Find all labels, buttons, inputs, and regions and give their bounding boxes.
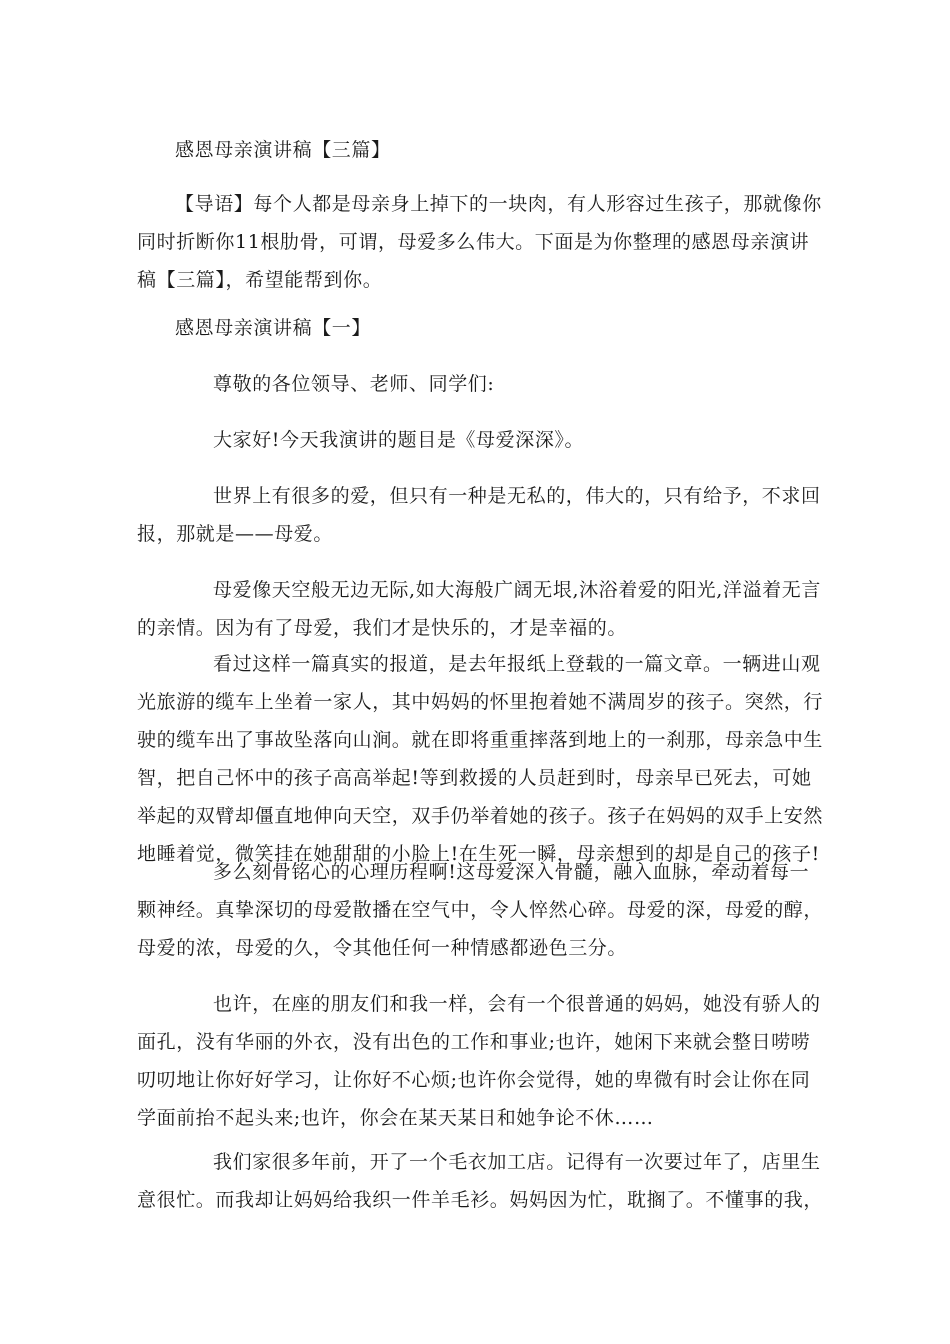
body-paragraph-1: 大家好!今天我演讲的题目是《母爱深深》。 <box>213 429 585 451</box>
body-paragraph-4: 看过这样一篇真实的报道，是去年报纸上登载的一篇文章。一辆进山观光旅游的缆车上坐着一家人，其中妈妈的怀里抱着她不满周岁的孩子。突然，行驶的缆车出了事故坠落向山涧。就在即将重重摔落到地上的一刹那，母亲急中生智，把自己怀中的孩子高高举起!等到救援的人员赶到时，母亲早已死去，可她举起的双臂却僵直地伸向天空，双手仍举着她的孩子。孩子在妈妈的双手上安然地睡着觉，微笑挂在她甜甜的小脸上!在生死一瞬，母亲想到的却是自己的孩子! <box>137 653 824 865</box>
salutation: 尊敬的各位领导、老师、同学们: <box>213 373 495 395</box>
intro-paragraph: 【导语】每个人都是母亲身上掉下的一块肉，有人形容过生孩子，那就像你同时折断你11根肋骨，可谓，母爱多么伟大。下面是为你整理的感恩母亲演讲稿【三篇】，希望能帮到你。 <box>137 193 822 291</box>
body-paragraph-5: 多么刻骨铭心的心理历程啊!这母爱深入骨髓，融入血脉，牵动着每一颗神经。真挚深切的母爱散播在空气中，令人悴然心碎。母爱的深，母爱的醇，母爱的浓，母爱的久，令其他任何一种情感都逊色三分。 <box>137 861 824 959</box>
document-title: 感恩母亲演讲稿【三篇】 <box>175 139 391 161</box>
body-paragraph-2: 世界上有很多的爱，但只有一种是无私的，伟大的，只有给予，不求回报，那就是——母爱。 <box>137 485 821 545</box>
body-paragraph-3: 母爱像天空般无边无际,如大海般广阔无垠,沐浴着爱的阳光,洋溢着无言的亲情。因为有了母爱，我们才是快乐的，才是幸福的。 <box>137 579 821 639</box>
body-paragraph-6: 也许，在座的朋友们和我一样，会有一个很普通的妈妈，她没有骄人的面孔，没有华丽的外衣，没有出色的工作和事业;也许，她闲下来就会整日唠唠叨叨地让你好好学习，让你好不心烦;也许你会觉得，她的卑微有时会让你在同学面前抬不起头来;也许，你会在某天某日和她争论不休…… <box>137 993 821 1129</box>
section-heading: 感恩母亲演讲稿【一】 <box>175 317 372 339</box>
body-paragraph-7: 我们家很多年前，开了一个毛衣加工店。记得有一次要过年了，店里生意很忙。而我却让妈妈给我织一件羊毛衫。妈妈因为忙，耽搁了。不懂事的我， <box>137 1151 824 1211</box>
